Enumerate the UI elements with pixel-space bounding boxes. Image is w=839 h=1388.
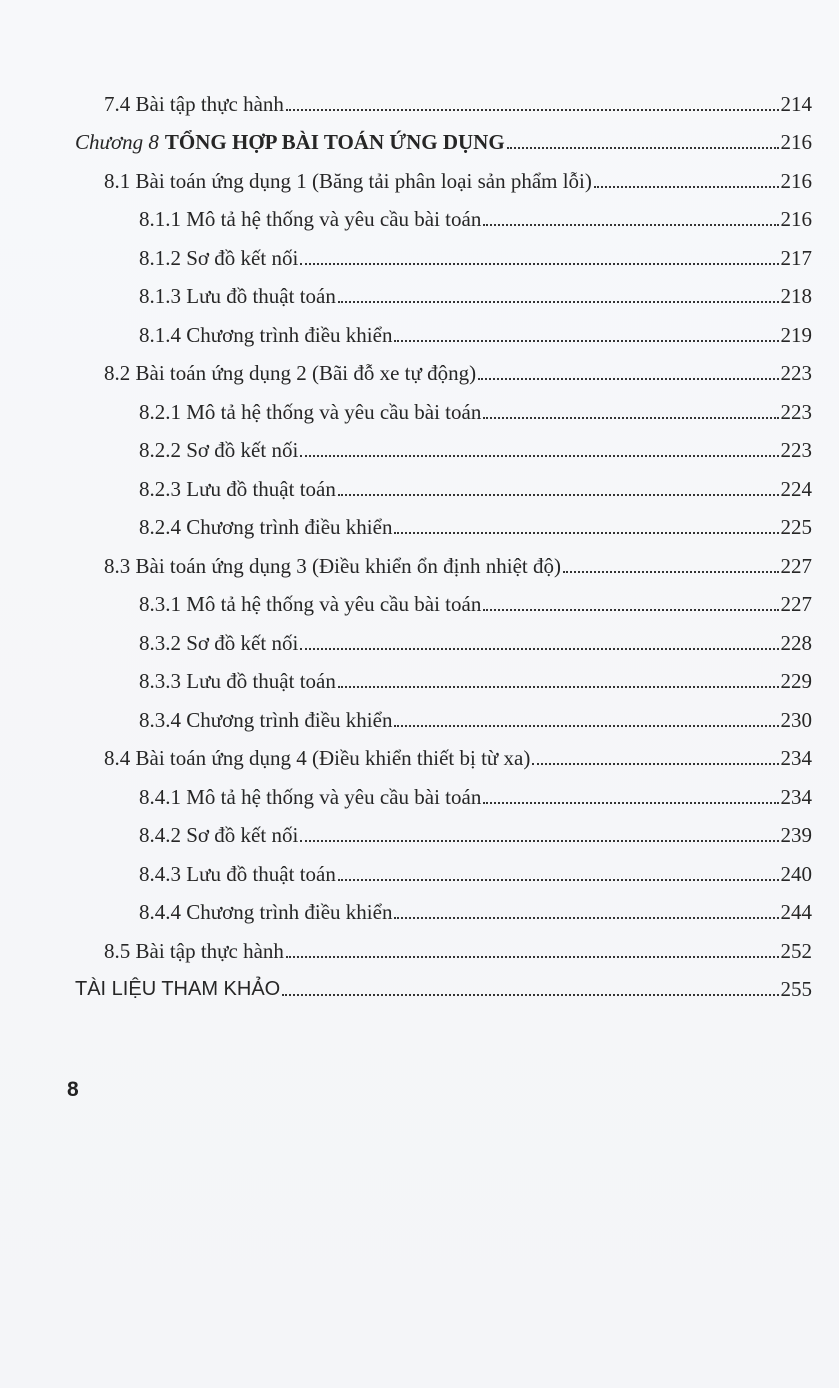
toc-entry-title: 8.2.4 Chương trình điều khiển (139, 515, 393, 539)
toc-entry-title: 8.4.1 Mô tả hệ thống và yêu cầu bài toán (139, 785, 482, 809)
toc-entry-title: 8.4 Bài toán ứng dụng 4 (Điều khiển thiết bị từ xa) (104, 746, 531, 770)
toc-leader-dots (300, 263, 778, 265)
toc-entry-title: 8.3.4 Chương trình điều khiển (139, 708, 393, 732)
toc-entry-page: 228 (780, 631, 812, 655)
toc-entry-page: 225 (780, 515, 812, 539)
toc-entry-title: 8.1.2 Sơ đồ kết nối (139, 246, 299, 270)
toc-leader-dots (394, 917, 778, 919)
toc-entry-8-2-2[interactable] (139, 425, 812, 463)
toc-entry-8-3-3[interactable] (139, 656, 812, 694)
toc-leader-dots (507, 147, 779, 149)
toc-entry-8-1-2[interactable] (139, 233, 812, 271)
toc-leader-dots (394, 725, 778, 727)
toc-entry-8-4[interactable] (104, 733, 812, 771)
toc-leader-dots (338, 686, 779, 688)
toc-entry-title: 8.2.2 Sơ đồ kết nối (139, 438, 299, 462)
toc-entry-8-5[interactable] (104, 926, 812, 964)
toc-entry-8-4-1[interactable] (139, 772, 812, 810)
toc-entry-8-3-1[interactable] (139, 579, 812, 617)
toc-entry-page: 239 (780, 823, 812, 847)
toc-leader-dots (338, 879, 779, 881)
chapter-heading: TỔNG HỢP BÀI TOÁN ỨNG DỤNG (164, 130, 505, 154)
toc-leader-dots (282, 994, 778, 996)
page-number: 8 (67, 1078, 79, 1101)
toc-leader-dots (532, 763, 778, 765)
toc-entry-page: 252 (780, 939, 812, 963)
toc-entry-page: 227 (780, 554, 812, 578)
toc-entry-8-3[interactable] (104, 541, 812, 579)
toc-entry-page: 230 (780, 708, 812, 732)
toc-entry-page: 234 (780, 746, 812, 770)
toc-entry-title: 8.5 Bài tập thực hành (104, 939, 284, 963)
toc-entry-page: 227 (780, 592, 812, 616)
toc-entry-8-4-2[interactable] (139, 810, 812, 848)
toc-entry-page: 244 (780, 900, 812, 924)
toc-entry-page: 224 (780, 477, 812, 501)
toc-entry-8-2-4[interactable] (139, 502, 812, 540)
toc-entry-page: 255 (780, 977, 812, 1001)
toc-entry-title: TÀI LIỆU THAM KHẢO (75, 978, 281, 1000)
toc-leader-dots (394, 532, 778, 534)
toc-entry-page: 223 (780, 400, 812, 424)
toc-entry-references[interactable] (75, 964, 812, 1002)
toc-entry-page: 223 (780, 438, 812, 462)
toc-leader-dots (286, 109, 779, 111)
toc-entry-title: 8.4.4 Chương trình điều khiển (139, 900, 393, 924)
toc-entry-8-3-2[interactable] (139, 618, 812, 656)
toc-leader-dots (563, 571, 779, 573)
toc-entry-title: 7.4 Bài tập thực hành (104, 92, 284, 116)
toc-entry-8-1-4[interactable] (139, 310, 812, 348)
toc-leader-dots (394, 340, 778, 342)
toc-leader-dots (483, 417, 778, 419)
toc-chapter-title (75, 129, 505, 155)
toc-entry-title: 8.3.2 Sơ đồ kết nối (139, 631, 299, 655)
chapter-label: Chương 8 (75, 130, 159, 154)
toc-entry-title: 8.3.3 Lưu đồ thuật toán (139, 669, 336, 693)
toc-leader-dots (483, 609, 778, 611)
toc-leader-dots (300, 840, 778, 842)
toc-entry-page: 217 (780, 246, 812, 270)
toc-entry-8-4-3[interactable] (139, 849, 812, 887)
toc-leader-dots (286, 956, 779, 958)
toc-leader-dots (300, 648, 778, 650)
toc-leader-dots (300, 455, 778, 457)
toc-entry-8-2[interactable] (104, 348, 812, 386)
toc-entry-page: 216 (780, 130, 812, 154)
toc-entry-page: 218 (780, 284, 812, 308)
toc-entry-title: 8.3 Bài toán ứng dụng 3 (Điều khiển ổn định nhiệt độ) (104, 554, 561, 578)
toc-leader-dots (338, 494, 779, 496)
toc-entry-8-2-3[interactable] (139, 464, 812, 502)
toc-entry-page: 216 (780, 169, 812, 193)
toc-entry-title: 8.1.1 Mô tả hệ thống và yêu cầu bài toán (139, 207, 482, 231)
toc-entry-title: 8.2 Bài toán ứng dụng 2 (Bãi đỗ xe tự động) (104, 361, 477, 385)
toc-leader-dots (483, 224, 778, 226)
toc-entry-8-3-4[interactable] (139, 695, 812, 733)
toc-entry-page: 216 (780, 207, 812, 231)
toc-entry-title: 8.3.1 Mô tả hệ thống và yêu cầu bài toán (139, 592, 482, 616)
toc-entry-title: 8.2.3 Lưu đồ thuật toán (139, 477, 336, 501)
toc-entry-title: 8.4.3 Lưu đồ thuật toán (139, 862, 336, 886)
toc-entry-7-4[interactable] (104, 79, 812, 117)
toc-entry-8-1-3[interactable] (139, 271, 812, 309)
toc-entry-8-4-4[interactable] (139, 887, 812, 925)
toc-leader-dots (338, 301, 779, 303)
toc-entry-title: 8.4.2 Sơ đồ kết nối (139, 823, 299, 847)
toc-entry-8-1-1[interactable] (139, 194, 812, 232)
toc-leader-dots (594, 186, 779, 188)
toc-entry-8-2-1[interactable] (139, 387, 812, 425)
toc-entry-title: 8.2.1 Mô tả hệ thống và yêu cầu bài toán (139, 400, 482, 424)
toc-entry-8-1[interactable] (104, 156, 812, 194)
toc-entry-page: 223 (780, 361, 812, 385)
toc-leader-dots (478, 378, 778, 380)
toc-entry-page: 240 (780, 862, 812, 886)
toc-entry-title: 8.1.3 Lưu đồ thuật toán (139, 284, 336, 308)
toc-leader-dots (483, 802, 778, 804)
toc-entry-page: 229 (780, 669, 812, 693)
toc-entry-title: 8.1 Bài toán ứng dụng 1 (Băng tải phân loại sản phẩm lỗi) (104, 169, 592, 193)
toc-entry-page: 219 (780, 323, 812, 347)
toc-entry-page: 234 (780, 785, 812, 809)
toc-entry-title: 8.1.4 Chương trình điều khiển (139, 323, 393, 347)
toc-chapter-8[interactable] (75, 117, 812, 155)
toc-entry-page: 214 (780, 92, 812, 116)
